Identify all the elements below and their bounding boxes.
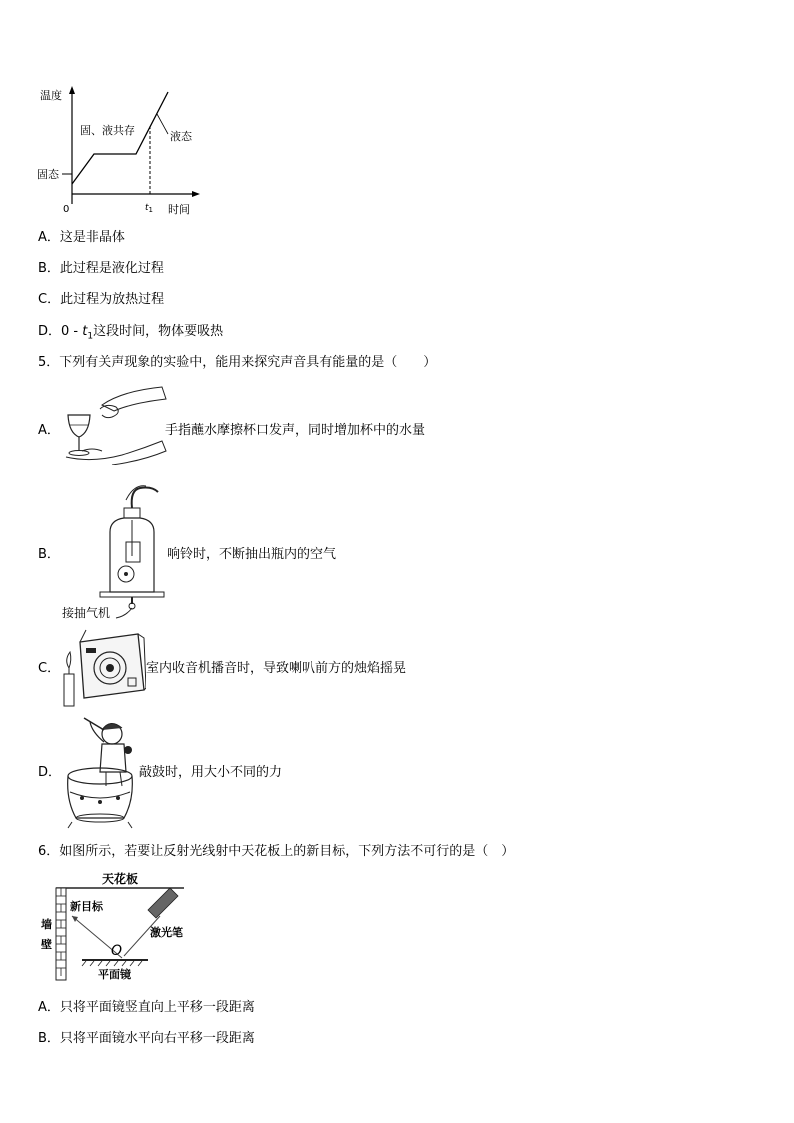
wall-label-1: 墙 — [41, 918, 52, 931]
q5-option-a-text: 手指蘸水摩擦杯口发声，同时增加杯中的水量 — [165, 423, 426, 438]
wine-glass-illustration — [62, 385, 170, 465]
x-axis-label: 时间 — [168, 203, 190, 216]
q4-option-b: B．此过程是液化过程 — [38, 261, 164, 276]
q4-option-c: C．此过程为放热过程 — [38, 292, 165, 307]
point-o-label: O — [111, 943, 123, 959]
melting-curve — [72, 92, 168, 184]
mirror-label: 平面镜 — [98, 968, 131, 981]
q4-option-d-prefix: D．0 - — [38, 324, 83, 339]
laser-pen-body — [148, 888, 178, 918]
reflected-ray-arrow — [72, 916, 78, 922]
q5-option-a-label: A． — [38, 423, 60, 438]
new-target-label: 新目标 — [70, 900, 103, 913]
q4-option-a: A．这是非晶体 — [38, 230, 125, 245]
q5-option-c-label: C． — [38, 661, 61, 676]
x-axis-arrow — [192, 191, 200, 197]
q6-option-a: A．只将平面镜竖直向上平移一段距离 — [38, 1000, 255, 1015]
radio-candle-illustration — [58, 628, 146, 710]
q4-option-d-var: t — [82, 324, 88, 339]
q4-option-d-sub: 1 — [87, 331, 94, 342]
q6-question: 6．如图所示，若要让反射光线射中天花板上的新目标，下列方法不可行的是（ ） — [38, 844, 515, 859]
temperature-time-graph — [36, 84, 206, 219]
laser-pen-label: 激光笔 — [150, 926, 183, 939]
origin-label: 0 — [63, 204, 70, 215]
brick-wall — [56, 888, 66, 980]
y-axis-label: 温度 — [40, 89, 62, 102]
drummer-illustration — [62, 714, 144, 830]
q5-option-d-label: D． — [38, 765, 62, 780]
vacuum-pump-caption: 接抽气机 — [62, 606, 111, 620]
q6-option-b: B．只将平面镜水平向右平移一段距离 — [38, 1031, 255, 1046]
mix-state-label: 固、液共存 — [80, 124, 135, 137]
q5-option-b-text: 响铃时，不断抽出瓶内的空气 — [167, 547, 337, 562]
q5-option-d-text: 敲鼓时，用大小不同的力 — [139, 765, 283, 780]
liquid-state-label: 液态 — [170, 130, 192, 143]
solid-state-label: 固态 — [37, 168, 59, 181]
q4-option-d — [38, 324, 223, 345]
q5-option-b-label: B． — [38, 547, 60, 562]
ceiling-label: 天花板 — [102, 872, 139, 886]
q4-option-d-suffix: 这段时间，物体要吸热 — [93, 324, 224, 339]
liquid-pointer — [157, 114, 168, 134]
mirror-reflection-figure — [38, 866, 190, 984]
q5-option-c-text: 室内收音机播音时，导致喇叭前方的烛焰摇晃 — [146, 661, 407, 676]
y-axis-arrow — [69, 86, 75, 94]
bell-jar-illustration — [96, 480, 168, 620]
q5-question: 5．下列有关声现象的实验中，能用来探究声音具有能量的是（ ） — [38, 355, 437, 370]
t1-label: $t_1$ — [145, 203, 153, 214]
wall-label-2: 壁 — [41, 938, 52, 951]
